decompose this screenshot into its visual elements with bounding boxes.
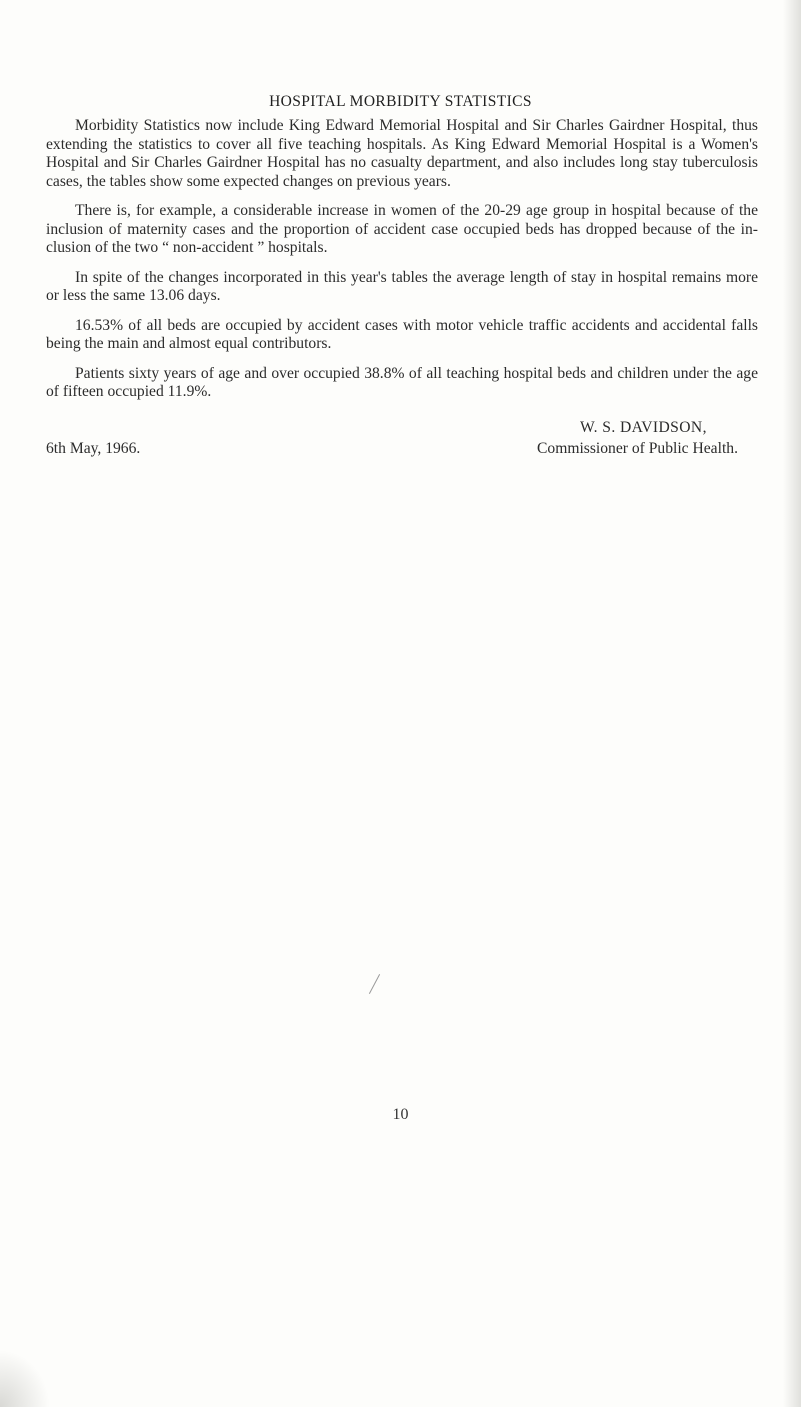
page-edge-shadow: [783, 0, 801, 1407]
page-number: 10: [392, 1106, 409, 1123]
signatory-name: W. S. DAVIDSON,: [580, 419, 707, 436]
signature-date: 6th May, 1966.: [46, 440, 141, 457]
paragraph-4: 16.53% of all beds are occupied by accident cases with motor vehicle traffic accidents and accidental falls being the main and almost equal contributors.: [46, 316, 758, 352]
signatory-title: Commissioner of Public Health.: [537, 440, 738, 457]
page-heading: HOSPITAL MORBIDITY STATISTICS: [269, 93, 532, 110]
body-text: [46, 117, 758, 413]
paragraph-5: Patients sixty years of age and over occupied 38.8% of all teaching hospital beds and children under the age of fifteen occupied 11.9%.: [46, 364, 758, 400]
signature-block: [0, 419, 801, 467]
paragraph-2: There is, for example, a considerable increase in women of the 20-29 age group in hospital because of the inclusion of maternity cases and the proportion of accident case occupied beds has dropped because of the in- clusion of the two “ non-accident ” hospitals.: [46, 202, 758, 256]
paragraph-3: In spite of the changes incorporated in this year's tables the average length of stay in hospital remains more or less the same 13.06 days.: [46, 268, 758, 304]
paragraph-1: Morbidity Statistics now include King Edward Memorial Hospital and Sir Charles Gairdner Hospital, thus extending the statistics to cover all five teaching hospitals. As King Edward Memorial Hospital is a Women's Hospital and Sir Charles Gairdner Hospital has no casualty department, and also includes long stay tuberculosis cases, the tables show some expected changes on previous years.: [46, 117, 758, 190]
stray-pen-mark: [369, 974, 380, 994]
page-corner-mark: [0, 1350, 50, 1407]
